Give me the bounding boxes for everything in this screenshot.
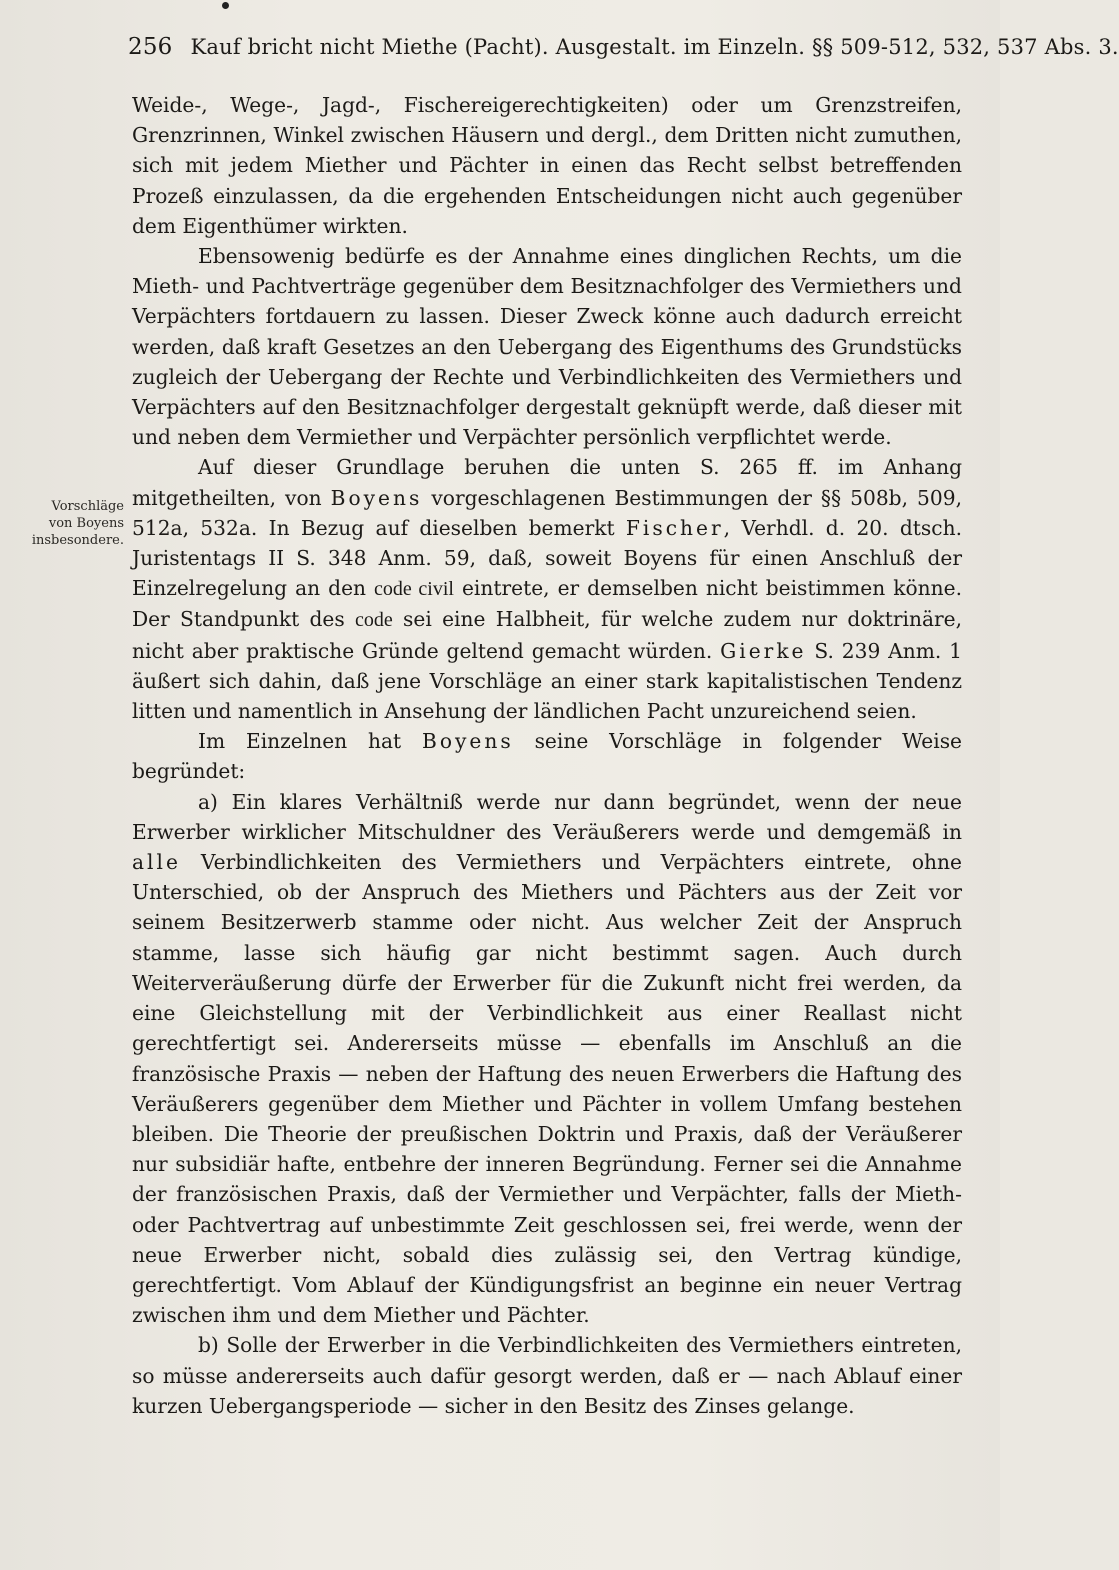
paragraph: Weide-, Wege-, Jagd-, Fischereigerechtigkeiten) oder um Grenzstreifen, Grenzrinnen, Winkel zwischen Häusern und dergl., dem Dritten nicht zumuthen, sich mit jedem Miether und Pächter in einen das Recht selbst betreffenden Prozeß einzulassen, da die ergehenden Entscheidungen nicht auch gegenüber dem Eigenthümer wirkten. (132, 93, 962, 238)
text-run: , Verhdl. d. 20. dtsch. Juristentags II S. 348 Anm. 59, daß, soweit Boyens für einen Anschluß der Einzelregelung an den (132, 515, 962, 601)
emphasized-text: Fischer (625, 515, 724, 540)
text-run: eintrete, er demselben nicht beistimmen könne. Der Standpunkt des (132, 576, 962, 632)
text-run: a) Ein klares Verhältniß werde nur dann begründet, wenn der neue Erwerber wirklicher Mitschuldner des Veräußerers werde und demgemäß in (132, 789, 962, 844)
text-run: vorgeschlagenen Bestimmungen der §§ 508b, 509, 512a, 532a. In Bezug auf dieselben bemerkt (132, 485, 962, 540)
margin-note (30, 498, 124, 549)
emphasized-text: Boyens (422, 729, 514, 754)
ink-spot (222, 2, 229, 9)
paragraph (132, 787, 962, 1331)
page-header (128, 34, 1119, 70)
emphasized-text: code civil (374, 578, 454, 601)
running-title: Kauf bricht nicht Miethe (Pacht). Ausgestalt. im Einzeln. §§ 509-512, 532, 537 Abs. 3. (190, 35, 1119, 59)
emphasized-text: Boyens (330, 485, 423, 510)
text-run: Im Einzelnen hat (198, 729, 423, 754)
paragraph (132, 726, 962, 786)
paragraph (132, 452, 962, 726)
paragraph: Ebensowenig bedürfe es der Annahme eines dinglichen Rechts, um die Mieth- und Pachtverträge gegenüber dem Besitznachfolger des Vermiethers und Verpächters fortdauern zu lassen. Dieser Zweck könne auch dadurch erreicht werden, daß kraft Gesetzes an den Uebergang des Eigenthums des Grundstücks zugleich der Uebergang der Rechte und Verbindlichkeiten des Vermiethers und Verpächters auf den Besitznachfolger dergestalt geknüpft werde, daß dieser mit und neben dem Vermiether und Verpächter persönlich verpflichtet werde. (132, 244, 962, 450)
paragraph: b) Solle der Erwerber in die Verbindlichkeiten des Vermiethers eintreten, so müsse andererseits auch dafür gesorgt werden, daß er — nach Ablauf einer kurzen Uebergangsperiode — sicher in den Besitz des Zinses gelange. (132, 1333, 962, 1418)
emphasized-text: Gierke (720, 638, 807, 663)
text-run: Verbindlichkeiten des Vermiethers und Verpächters eintrete, ohne Unterschied, ob der Anspruch des Miethers und Pächters aus der Zeit vor seinem Besitzerwerb stamme oder nicht. Aus welcher Zeit der Anspruch stamme, lasse sich häufig gar nicht bestimmt sagen. Auch durch Weiterveräußerung dürfe der Erwerber für die Zukunft nicht frei werden, da eine Gleichstellung mit der Verbindlichkeit aus einer Reallast nicht gerechtfertigt sei. Andererseits müsse — ebenfalls im Anschluß an die französische Praxis — neben der Haftung des neuen Erwerbers die Haftung des Veräußerers gegenüber dem Miether und Pächter in vollem Umfang bestehen bleiben. Die Theorie der preußischen Doktrin und Praxis, daß der Veräußerer nur subsidiär hafte, entbehre der inneren Begründung. Ferner sei die Annahme der französischen Praxis, daß der Vermiether und Verpächter, falls der Mieth- oder Pachtvertrag auf unbestimmte Zeit geschlossen sei, frei werde, wenn der neue Erwerber nicht, sobald dies zulässig sei, den Vertrag kündige, gerechtfertigt. Vom Ablauf der Kündigungsfrist an beginne ein neuer Vertrag zwischen ihm und dem Miether und Pächter. (132, 850, 962, 1328)
text-run: seine Vorschläge in folgender Weise begründet: (132, 729, 962, 784)
page-number: 256 (128, 34, 173, 60)
emphasized-text: code (355, 609, 393, 632)
margin-note-line: von Boyens (48, 516, 124, 531)
text-run: Auf dieser Grundlage beruhen die unten S. 265 ff. im Anhang mitgetheilten, von (132, 455, 962, 510)
text-run: sei eine Halbheit, für welche zudem nur doktrinäre, nicht aber praktische Gründe geltend gemacht würden. (132, 607, 962, 663)
emphasized-text: alle (132, 850, 181, 875)
margin-note-line: insbesondere. (31, 533, 124, 548)
text-run: S. 239 Anm. 1 äußert sich dahin, daß jene Vorschläge an einer stark kapitalistischen Tendenz litten und namentlich in Ansehung der ländlichen Pacht unzureichend seien. (132, 638, 962, 724)
margin-note-line: Vorschläge (51, 499, 124, 514)
body-text (132, 90, 962, 1421)
